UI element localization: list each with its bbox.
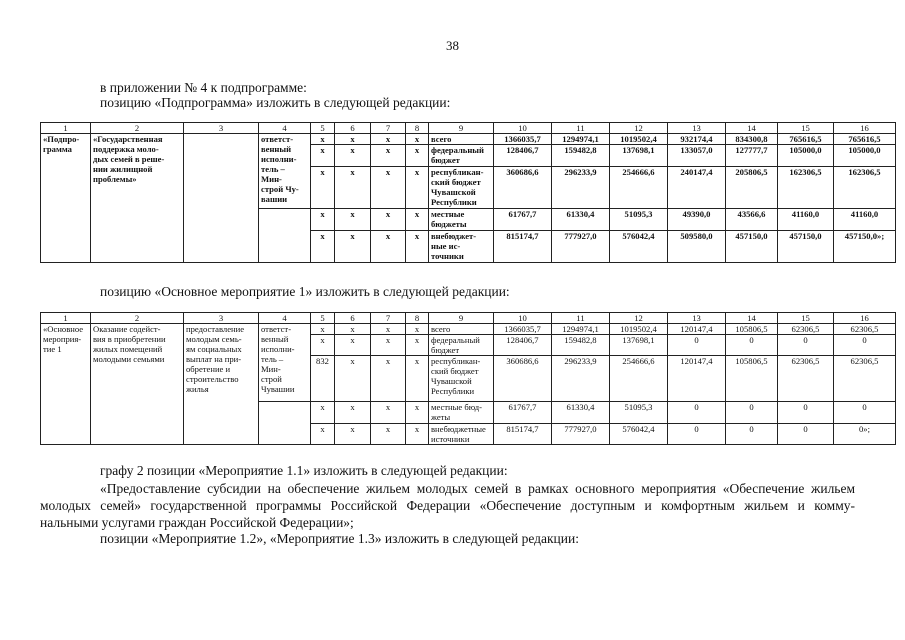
code-cell: x	[335, 424, 371, 445]
code-cell: x	[406, 402, 429, 424]
code-cell: x	[311, 167, 335, 209]
header-cell: 8	[406, 313, 429, 324]
intro-line-2: позицию «Подпрограмма» изложить в следующей редакции:	[100, 95, 451, 110]
task-cell	[184, 324, 259, 445]
code-cell: x	[371, 231, 406, 263]
table2.col1-line: «Основное	[43, 324, 84, 334]
code-cell: x	[335, 356, 371, 402]
table2.col2-line: жилых помещений	[93, 344, 163, 354]
table2.rows.2.c9-line: Чувашской	[431, 376, 472, 386]
header-cell: 13	[668, 123, 726, 134]
table1.rows.3.c9-line: местные	[431, 209, 465, 219]
table2.col4-line: исполни-	[261, 344, 295, 354]
value-cell: 120147,4	[668, 324, 726, 335]
code-cell: x	[371, 134, 406, 145]
value-cell: 61767,7	[494, 402, 552, 424]
table2.col1-line: тие 1	[43, 344, 62, 354]
code-cell: x	[335, 134, 371, 145]
table1.rows.2.c9-line: республикан-	[431, 167, 484, 177]
table2.col2-line: вия в приобретении	[93, 334, 166, 344]
table1.col4-line: вашии	[261, 194, 288, 204]
value-cell: 0	[834, 335, 896, 356]
header-cell: 16	[834, 123, 896, 134]
bottom-paragraph-line-3: нальными услугами граждан Российской Федерации»;	[40, 515, 354, 530]
code-cell: x	[371, 402, 406, 424]
header-cell: 2	[91, 313, 184, 324]
table2.rows.1.c9-line: бюджет	[431, 345, 460, 355]
value-cell: 815174,7	[494, 231, 552, 263]
value-cell: 105806,5	[726, 356, 778, 402]
value-cell: 0»;	[834, 424, 896, 445]
table2.col4-line: венный	[261, 334, 289, 344]
header-cell: 3	[184, 123, 259, 134]
code-cell: x	[406, 424, 429, 445]
header-cell: 6	[335, 123, 371, 134]
code-cell: x	[335, 402, 371, 424]
program-name-cell	[41, 324, 91, 445]
table2.col3-line: жилья	[186, 384, 209, 394]
table1.rows.4.c9-line: внебюджет-	[431, 231, 477, 241]
value-cell: 51095,3	[610, 402, 668, 424]
page-number: 38	[446, 38, 459, 53]
value-cell: 0	[726, 424, 778, 445]
value-cell: 457150,0	[726, 231, 778, 263]
value-cell: 509580,0	[668, 231, 726, 263]
subprogram-table	[40, 122, 896, 263]
value-cell: 360686,6	[494, 356, 552, 402]
value-cell: 61330,4	[552, 209, 610, 231]
value-cell: 62306,5	[834, 324, 896, 335]
value-cell: 127777,7	[726, 145, 778, 167]
table1.col4-line: Мин-	[261, 174, 282, 184]
code-cell: x	[371, 335, 406, 356]
value-cell: 43566,6	[726, 209, 778, 231]
header-cell: 7	[371, 123, 406, 134]
value-cell: 0	[834, 402, 896, 424]
intro-line-1: в приложении № 4 к подпрограмме:	[100, 80, 307, 95]
code-cell: 832	[311, 356, 335, 402]
header-cell: 13	[668, 313, 726, 324]
table2.rows.4.c9-line: источники	[431, 434, 470, 444]
header-cell: 4	[259, 313, 311, 324]
code-cell: x	[406, 209, 429, 231]
value-cell: 1019502,4	[610, 324, 668, 335]
table-row	[41, 324, 896, 335]
code-cell: x	[311, 209, 335, 231]
value-cell: 1366035,7	[494, 324, 552, 335]
value-cell: 162306,5	[834, 167, 896, 209]
table1.col2-line: «Государственная	[93, 134, 163, 144]
mid-line: позицию «Основное мероприятие 1» изложить в следующей редакции:	[100, 284, 510, 299]
code-cell: x	[371, 209, 406, 231]
code-cell: x	[406, 167, 429, 209]
program-name-cell	[41, 134, 91, 263]
bottom-paragraph-line-2: молодых семей» государственной программы Российской Федерации «Обеспечение доступным и комфортным жильем и комму-	[40, 498, 855, 513]
value-cell: 457150,0»;	[834, 231, 896, 263]
value-cell: 105806,5	[726, 324, 778, 335]
value-cell: 159482,8	[552, 145, 610, 167]
table1.col1-line: грамма	[43, 144, 72, 154]
code-cell: x	[406, 134, 429, 145]
table2.rows.2.c9-line: ский бюджет	[431, 366, 479, 376]
value-cell: 105000,0	[834, 145, 896, 167]
main-event-table	[40, 312, 896, 445]
source-cell	[429, 134, 494, 145]
value-cell: 41160,0	[834, 209, 896, 231]
table1.col2-line: поддержка моло-	[93, 144, 159, 154]
header-cell: 16	[834, 313, 896, 324]
header-cell: 12	[610, 123, 668, 134]
responsible-cell	[259, 324, 311, 402]
table1.rows.2.c9-line: Чувашской	[431, 187, 476, 197]
value-cell: 61767,7	[494, 209, 552, 231]
value-cell: 360686,6	[494, 167, 552, 209]
code-cell: x	[335, 145, 371, 167]
table1.col4-line: венный	[261, 144, 292, 154]
table2.col4-line: Чувашии	[261, 384, 295, 394]
code-cell: x	[311, 424, 335, 445]
value-cell: 49390,0	[668, 209, 726, 231]
bottom-paragraph-line-1: «Предоставление субсидии на обеспечение жильем молодых семей в рамках основного мероприятия «Обеспечение жильем	[100, 481, 855, 496]
code-cell: x	[311, 335, 335, 356]
table1.rows.1.c9-line: федеральный	[431, 145, 484, 155]
value-cell: 777927,0	[552, 231, 610, 263]
source-cell	[429, 424, 494, 445]
header-cell: 2	[91, 123, 184, 134]
value-cell: 61330,4	[552, 402, 610, 424]
table2.col1-line: мероприя-	[43, 334, 82, 344]
value-cell: 777927,0	[552, 424, 610, 445]
table1.col4-line: ответст-	[261, 134, 294, 144]
table1.col2-line: дых семей в реше-	[93, 154, 165, 164]
header-cell: 11	[552, 313, 610, 324]
table2.rows.3.c9-line: жеты	[431, 412, 451, 422]
value-cell: 815174,7	[494, 424, 552, 445]
code-cell: x	[371, 424, 406, 445]
table1.col2-line: проблемы»	[93, 174, 137, 184]
value-cell: 128406,7	[494, 145, 552, 167]
table1.rows.4.c9-line: точники	[431, 251, 464, 261]
header-cell: 10	[494, 123, 552, 134]
value-cell: 576042,4	[610, 424, 668, 445]
code-cell: x	[371, 167, 406, 209]
header-cell: 9	[429, 123, 494, 134]
value-cell: 765616,5	[834, 134, 896, 145]
program-title-cell	[91, 324, 184, 445]
code-cell: x	[406, 231, 429, 263]
code-cell: x	[406, 145, 429, 167]
value-cell: 296233,9	[552, 356, 610, 402]
value-cell: 0	[668, 335, 726, 356]
table2.rows.4.c9-line: внебюджетные	[431, 424, 486, 434]
value-cell: 128406,7	[494, 335, 552, 356]
table2.rows.2.c9-line: Республики	[431, 386, 475, 396]
value-cell: 932174,4	[668, 134, 726, 145]
value-cell: 1019502,4	[610, 134, 668, 145]
table1.rows.2.c9-line: Республики	[431, 197, 477, 207]
header-cell: 12	[610, 313, 668, 324]
code-cell: x	[311, 134, 335, 145]
table1.col2-line: нии жилищной	[93, 164, 153, 174]
table2.col3-line: обретение и	[186, 364, 231, 374]
header-cell: 6	[335, 313, 371, 324]
code-cell: x	[406, 356, 429, 402]
table1.col4-line: строй Чу-	[261, 184, 299, 194]
table2.col3-line: строительство	[186, 374, 239, 384]
value-cell: 120147,4	[668, 356, 726, 402]
code-cell: x	[311, 402, 335, 424]
table2.col3-line: предоставление	[186, 324, 245, 334]
value-cell: 834300,8	[726, 134, 778, 145]
header-cell: 14	[726, 123, 778, 134]
header-cell: 14	[726, 313, 778, 324]
value-cell: 0	[726, 402, 778, 424]
table1.col1-line: «Подпро-	[43, 134, 80, 144]
value-cell: 205806,5	[726, 167, 778, 209]
header-cell: 10	[494, 313, 552, 324]
source-cell	[429, 209, 494, 231]
table2.col4-line: Мин-	[261, 364, 281, 374]
value-cell: 62306,5	[778, 356, 834, 402]
table2.col2-line: Оказание содейст-	[93, 324, 161, 334]
table1.col4-line: исполни-	[261, 154, 297, 164]
source-cell	[429, 324, 494, 335]
header-cell: 15	[778, 123, 834, 134]
value-cell: 62306,5	[834, 356, 896, 402]
value-cell: 765616,5	[778, 134, 834, 145]
code-cell: x	[311, 324, 335, 335]
source-cell	[429, 231, 494, 263]
code-cell: x	[335, 167, 371, 209]
header-cell: 1	[41, 313, 91, 324]
table2.col4-line: ответст-	[261, 324, 292, 334]
responsible-cell	[259, 134, 311, 209]
table1.rows.4.c9-line: ные ис-	[431, 241, 461, 251]
header-cell: 1	[41, 123, 91, 134]
responsible-cell	[259, 402, 311, 445]
code-cell: x	[335, 324, 371, 335]
bottom-paragraph	[40, 480, 855, 531]
value-cell: 576042,4	[610, 231, 668, 263]
table2.col3-line: выплат на при-	[186, 354, 242, 364]
value-cell: 133057,0	[668, 145, 726, 167]
header-cell: 11	[552, 123, 610, 134]
value-cell: 137698,1	[610, 145, 668, 167]
source-cell	[429, 335, 494, 356]
code-cell: x	[335, 335, 371, 356]
value-cell: 159482,8	[552, 335, 610, 356]
value-cell: 1366035,7	[494, 134, 552, 145]
value-cell: 162306,5	[778, 167, 834, 209]
table2.col4-line: тель –	[261, 354, 284, 364]
header-cell: 5	[311, 313, 335, 324]
table2.col4-line: строй	[261, 374, 282, 384]
header-cell: 4	[259, 123, 311, 134]
code-cell: x	[371, 356, 406, 402]
value-cell: 296233,9	[552, 167, 610, 209]
source-cell	[429, 402, 494, 424]
code-cell: x	[335, 231, 371, 263]
table2.rows.3.c9-line: местные бюд-	[431, 402, 482, 412]
header-cell: 5	[311, 123, 335, 134]
source-cell	[429, 167, 494, 209]
table2.rows.0.c9-line: всего	[431, 324, 451, 334]
header-cell: 8	[406, 123, 429, 134]
value-cell: 457150,0	[778, 231, 834, 263]
bottom-line-last: позиции «Мероприятие 1.2», «Мероприятие 1.3» изложить в следующей редакции:	[100, 531, 579, 546]
value-cell: 0	[668, 402, 726, 424]
value-cell: 105000,0	[778, 145, 834, 167]
source-cell	[429, 356, 494, 402]
header-row	[41, 123, 896, 134]
header-cell: 7	[371, 313, 406, 324]
value-cell: 0	[668, 424, 726, 445]
value-cell: 0	[726, 335, 778, 356]
table2.rows.2.c9-line: республикан-	[431, 356, 481, 366]
value-cell: 41160,0	[778, 209, 834, 231]
table1.rows.2.c9-line: ский бюджет	[431, 177, 481, 187]
code-cell: x	[311, 145, 335, 167]
code-cell: x	[406, 335, 429, 356]
table2.col2-line: молодыми семьями	[93, 354, 165, 364]
header-cell: 9	[429, 313, 494, 324]
bottom-line-1: графу 2 позиции «Мероприятие 1.1» изложить в следующей редакции:	[100, 463, 508, 478]
value-cell: 254666,6	[610, 167, 668, 209]
code-cell: x	[311, 231, 335, 263]
value-cell: 240147,4	[668, 167, 726, 209]
value-cell: 51095,3	[610, 209, 668, 231]
table1.rows.1.c9-line: бюджет	[431, 155, 460, 165]
value-cell: 0	[778, 402, 834, 424]
code-cell: x	[371, 145, 406, 167]
value-cell: 62306,5	[778, 324, 834, 335]
source-cell	[429, 145, 494, 167]
code-cell: x	[371, 324, 406, 335]
program-title-cell	[91, 134, 184, 263]
table1.rows.0.c9-line: всего	[431, 134, 452, 144]
code-cell: x	[335, 209, 371, 231]
table2.col3-line: молодым семь-	[186, 334, 242, 344]
value-cell: 1294974,1	[552, 134, 610, 145]
table2.rows.1.c9-line: федеральный	[431, 335, 480, 345]
header-row	[41, 313, 896, 324]
value-cell: 1294974,1	[552, 324, 610, 335]
value-cell: 0	[778, 424, 834, 445]
value-cell: 137698,1	[610, 335, 668, 356]
header-cell: 15	[778, 313, 834, 324]
table2.col3-line: ям социальных	[186, 344, 242, 354]
value-cell: 0	[778, 335, 834, 356]
task-cell	[184, 134, 259, 263]
value-cell: 254666,6	[610, 356, 668, 402]
table-row	[41, 134, 896, 145]
table1.col4-line: тель –	[261, 164, 285, 174]
table1.rows.3.c9-line: бюджеты	[431, 219, 467, 229]
header-cell: 3	[184, 313, 259, 324]
code-cell: x	[406, 324, 429, 335]
responsible-cell	[259, 209, 311, 263]
